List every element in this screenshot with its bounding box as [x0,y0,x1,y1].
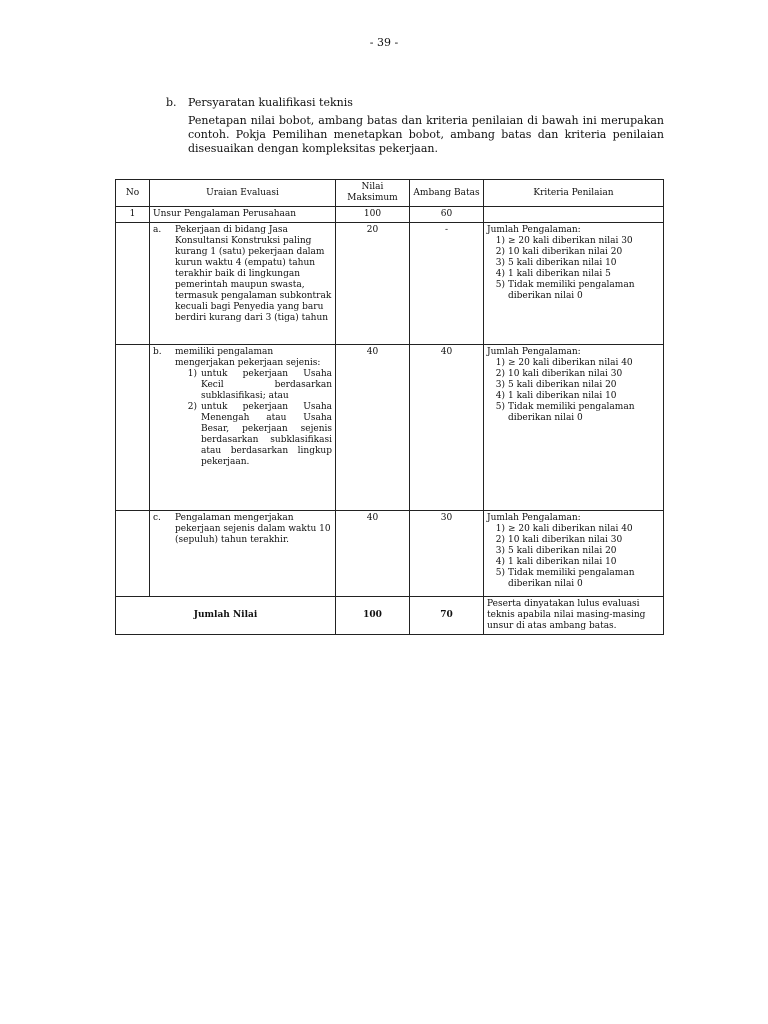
list-item: 5) Tidak memiliki pengalaman diberikan nilai 0 [495,568,635,589]
row-label: b. [153,347,162,357]
list-item: 1) ≥ 20 kali diberikan nilai 30 [495,236,633,246]
kriteria-title: Jumlah Pengalaman: [487,513,581,523]
group-ambang: 60 [410,207,484,223]
section-paragraph: Penetapan nilai bobot, ambang batas dan kriteria penilaian di bawah ini merupakan contoh. Pokja Pemilihan menetapkan bobot, ambang batas dan kriteria penilaian disesuaikan dengan kompleksitas pekerjaan. [188,114,664,155]
list-item: 3) 5 kali diberikan nilai 20 [495,546,617,556]
kriteria-title: Jumlah Pengalaman: [487,347,581,357]
group-no: 1 [116,207,150,223]
total-row [116,597,664,635]
list-item: 1) ≥ 20 kali diberikan nilai 40 [495,524,633,534]
group-kriteria [484,207,664,223]
group-row [116,207,664,223]
total-label: Jumlah Nilai [116,597,336,635]
row-ambang: - [410,223,484,345]
row-nilai: 40 [336,345,410,511]
page-number: - 39 - [369,36,399,49]
header-no: No [116,180,150,207]
header-nilai: Nilai Maksimum [336,180,410,207]
sub-list [175,369,332,468]
list-item: 2) 10 kali diberikan nilai 20 [495,247,623,257]
list-item: 5) Tidak memiliki pengalaman diberikan nilai 0 [495,280,635,301]
section-letter: b. [166,96,177,109]
row-no-cell [116,223,150,345]
group-label: Unsur Pengalaman Perusahaan [150,207,336,223]
row-kriteria [484,223,664,345]
list-item: 4) 1 kali diberikan nilai 10 [495,391,617,401]
row-label: a. [153,225,162,235]
row-ambang: 40 [410,345,484,511]
list-item: 5) Tidak memiliki pengalaman diberikan nilai 0 [495,402,635,423]
row-kriteria [484,511,664,597]
row-uraian [150,223,336,345]
list-item: 1) untuk pekerjaan Usaha Kecil berdasarkan subklasifikasi; atau [187,369,332,401]
section-heading [166,96,664,109]
kriteria-list [487,236,660,302]
list-item: 3) 5 kali diberikan nilai 20 [495,380,617,390]
table-row [116,223,664,345]
kriteria-list [487,524,660,590]
list-item: 3) 5 kali diberikan nilai 10 [495,258,617,268]
section-block [166,96,664,156]
total-nilai: 100 [336,597,410,635]
table-header-row [116,180,664,207]
list-item: 4) 1 kali diberikan nilai 10 [495,557,617,567]
row-nilai: 20 [336,223,410,345]
header-uraian: Uraian Evaluasi [150,180,336,207]
row-nilai: 40 [336,511,410,597]
kriteria-title: Jumlah Pengalaman: [487,225,581,235]
header-kriteria: Kriteria Penilaian [484,180,664,207]
group-nilai: 100 [336,207,410,223]
list-item: 2) 10 kali diberikan nilai 30 [495,535,623,545]
evaluation-table [115,179,664,635]
row-uraian [150,345,336,511]
row-text: Pekerjaan di bidang Jasa Konsultansi Konstruksi paling kurang 1 (satu) pekerjaan dalam kurun waktu 4 (empatu) tahun terakhir baik di lingkungan pemerintah maupun swasta, termasuk pengalaman subkontrak kecuali bagi Penyedia yang baru berdiri kurang dari 3 (tiga) tahun [175,225,332,323]
list-item: 1) ≥ 20 kali diberikan nilai 40 [495,358,633,368]
row-no-cell [116,345,150,511]
row-no-cell [116,511,150,597]
list-item: 4) 1 kali diberikan nilai 5 [495,269,611,279]
header-ambang: Ambang Batas [410,180,484,207]
table-row [116,345,664,511]
row-ambang: 30 [410,511,484,597]
row-text: Pengalaman mengerjakan pekerjaan sejenis dalam waktu 10 (sepuluh) tahun terakhir. [175,513,331,545]
section-title: Persyaratan kualifikasi teknis [188,96,353,109]
list-item: 2) 10 kali diberikan nilai 30 [495,369,623,379]
table-row [116,511,664,597]
row-uraian [150,511,336,597]
row-kriteria [484,345,664,511]
total-ambang: 70 [410,597,484,635]
row-text: memiliki pengalaman mengerjakan pekerjaan sejenis: [175,347,321,368]
list-item: 2) untuk pekerjaan Usaha Menengah atau Usaha Besar, pekerjaan sejenis berdasarkan subklasifikasi atau berdasarkan lingkup pekerjaan. [187,402,332,467]
kriteria-list [487,358,660,424]
row-label: c. [153,513,161,523]
total-kriteria: Peserta dinyatakan lulus evaluasi teknis apabila nilai masing-masing unsur di atas ambang batas. [484,597,664,635]
